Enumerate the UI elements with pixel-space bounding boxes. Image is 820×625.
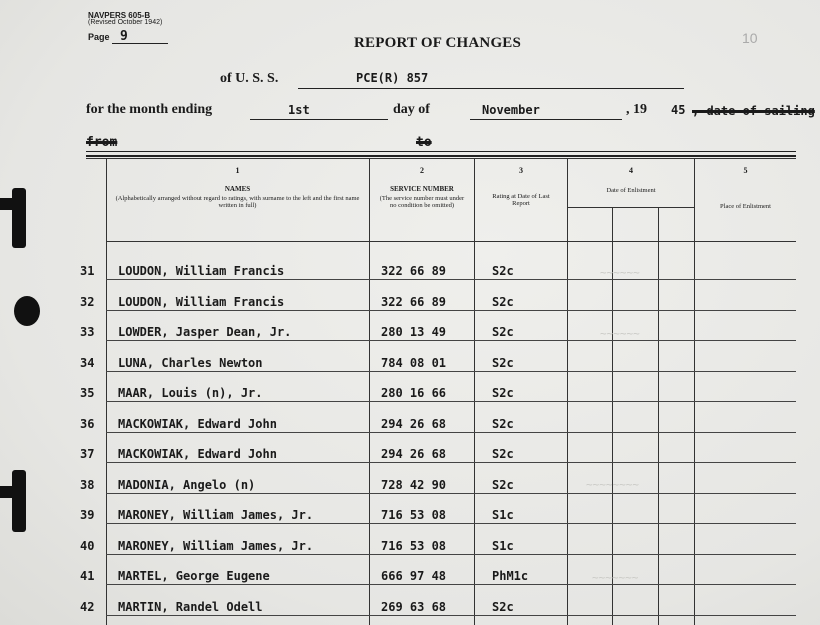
row-rating: S2c xyxy=(492,356,514,370)
month-underline xyxy=(470,119,622,120)
day-underline xyxy=(250,119,388,120)
bleed-through-mark: ~~~~~~ xyxy=(600,266,640,279)
row-service-number: 294 26 68 xyxy=(381,447,447,461)
page-number: 9 xyxy=(120,29,128,44)
table-row-line xyxy=(106,615,796,616)
form-revision: (Revised October 1942) xyxy=(88,19,163,26)
row-name: MARTIN, Randel Odell xyxy=(118,600,263,614)
row-number: 41 xyxy=(80,569,95,583)
row-service-number: 322 66 89 xyxy=(381,264,447,278)
row-rating: S2c xyxy=(492,386,514,400)
to-label: to xyxy=(416,135,432,150)
col4-title: Date of Enlistment xyxy=(606,187,656,194)
row-rating: S2c xyxy=(492,447,514,461)
table-row-line xyxy=(106,279,796,280)
col4-subdivider xyxy=(568,207,694,208)
binder-clip-bottom xyxy=(12,470,26,532)
row-rating: PhM1c xyxy=(492,569,529,583)
from-label: from xyxy=(86,135,118,150)
page-label: Page xyxy=(88,32,110,42)
row-number: 39 xyxy=(80,508,95,522)
row-number: 42 xyxy=(80,600,95,614)
row-number: 34 xyxy=(80,356,95,370)
row-name: MACKOWIAK, Edward John xyxy=(118,417,277,431)
from-underline xyxy=(86,151,796,152)
col2-subtitle: (The service number must under no condition be omitted) xyxy=(379,195,465,209)
table-row-line xyxy=(106,432,796,433)
row-service-number: 716 53 08 xyxy=(381,539,447,553)
row-rating: S1c xyxy=(492,508,514,522)
col3-number: 3 xyxy=(519,166,523,175)
row-number: 37 xyxy=(80,447,95,461)
year-value: 45 xyxy=(671,103,686,117)
row-service-number: 269 63 68 xyxy=(381,600,447,614)
row-number: 36 xyxy=(80,417,95,431)
ship-underline xyxy=(298,88,684,89)
table-row-line xyxy=(106,554,796,555)
row-name: MADONIA, Angelo (n) xyxy=(118,478,256,492)
form-id: NAVPERS 605-B xyxy=(88,11,151,20)
report-title: REPORT OF CHANGES xyxy=(354,35,522,51)
row-service-number: 716 53 08 xyxy=(381,508,447,522)
row-name: MACKOWIAK, Edward John xyxy=(118,447,277,461)
row-name: MARTEL, George Eugene xyxy=(118,569,270,583)
row-service-number: 322 66 89 xyxy=(381,295,447,309)
row-number: 35 xyxy=(80,386,95,400)
col2-title: SERVICE NUMBER xyxy=(390,185,454,193)
row-name: MARONEY, William James, Jr. xyxy=(118,539,314,553)
row-number: 40 xyxy=(80,539,95,553)
bleed-through-mark: ~~~~~~~~ xyxy=(586,478,639,491)
col1-title: NAMES xyxy=(224,185,251,193)
row-service-number: 280 16 66 xyxy=(381,386,447,400)
bleed-through-mark: ~~~~~~~ xyxy=(592,571,639,584)
bleed-through-mark: ~~~~~~ xyxy=(600,327,640,340)
page-underline xyxy=(112,43,168,44)
table-row-line xyxy=(106,401,796,402)
table-row-line xyxy=(106,371,796,372)
table-top-border-inner xyxy=(86,158,796,159)
corner-mark: 10 xyxy=(742,30,758,46)
table-row-line xyxy=(106,523,796,524)
binder-clip-top xyxy=(12,188,26,248)
col1-number: 1 xyxy=(235,166,240,175)
row-rating: S2c xyxy=(492,264,514,278)
row-service-number: 294 26 68 xyxy=(381,417,447,431)
col4-number: 4 xyxy=(629,166,633,175)
table-row-line xyxy=(106,584,796,585)
ship-label: of U. S. S. xyxy=(220,71,279,86)
row-rating: S2c xyxy=(492,417,514,431)
month-value: November xyxy=(482,103,540,117)
row-name: LOUDON, William Francis xyxy=(118,295,285,309)
row-rating: S2c xyxy=(492,478,514,492)
col5-title: Place of Enlistment xyxy=(720,203,771,210)
col3-header xyxy=(475,166,567,207)
row-rating: S2c xyxy=(492,325,514,339)
table-row-line xyxy=(106,462,796,463)
struck-out-text: , date of sailing xyxy=(692,104,815,118)
row-service-number: 280 13 49 xyxy=(381,325,447,339)
punch-hole xyxy=(14,296,40,326)
row-rating: S2c xyxy=(492,600,514,614)
row-name: LOWDER, Jasper Dean, Jr. xyxy=(118,325,292,339)
row-number: 33 xyxy=(80,325,95,339)
col3-title: Rating at Date of Last Report xyxy=(492,193,550,207)
table-row-line xyxy=(106,340,796,341)
col2-number: 2 xyxy=(420,166,424,175)
col5-header xyxy=(695,166,796,210)
row-name: LOUDON, William Francis xyxy=(118,264,285,278)
row-number: 31 xyxy=(80,264,95,278)
row-rating: S1c xyxy=(492,539,514,553)
col5-number: 5 xyxy=(743,166,748,175)
row-name: MAAR, Louis (n), Jr. xyxy=(118,386,263,400)
row-service-number: 784 08 01 xyxy=(381,356,447,370)
col1-header xyxy=(106,166,369,209)
day-of-label: day of xyxy=(393,102,430,117)
table-header-bottom xyxy=(106,241,796,242)
col2-header xyxy=(370,166,474,209)
row-service-number: 728 42 90 xyxy=(381,478,447,492)
row-name: LUNA, Charles Newton xyxy=(118,356,263,370)
col-divider-4b xyxy=(658,207,659,625)
table-row-line xyxy=(106,493,796,494)
row-number: 38 xyxy=(80,478,95,492)
row-rating: S2c xyxy=(492,295,514,309)
month-ending-label: for the month ending xyxy=(86,102,213,117)
row-service-number: 666 97 48 xyxy=(381,569,447,583)
table-top-border xyxy=(86,155,796,157)
col4-header xyxy=(568,166,694,194)
col1-subtitle: (Alphabetically arranged without regard to ratings, with surname to the left and the first name written in full) xyxy=(115,195,360,209)
year-prefix: , 19 xyxy=(626,102,647,117)
row-number: 32 xyxy=(80,295,95,309)
table-row-line xyxy=(106,310,796,311)
day-value: 1st xyxy=(288,103,310,117)
ship-name: PCE(R) 857 xyxy=(356,71,429,85)
row-name: MARONEY, William James, Jr. xyxy=(118,508,314,522)
